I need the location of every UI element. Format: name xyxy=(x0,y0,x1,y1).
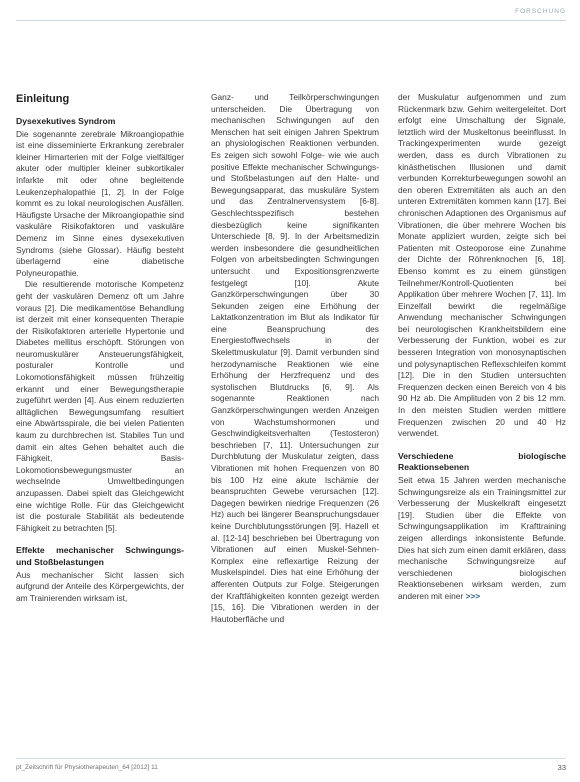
header-divider xyxy=(16,20,566,21)
page-number: 33 xyxy=(557,763,566,772)
column-3 xyxy=(398,92,566,603)
section-tag: FORSCHUNG xyxy=(515,8,566,15)
paragraph-text: Seit etwa 15 Jahren werden mechanische Schwingungsreize als ein Trainingsmittel zur Verbesserung der Muskelkraft eingesetzt [19]. Studien über die Effekte von Schwingungsapplikation im Krafttraining zeigen allerdings inkonsistente Befunde. Dies hat sich zum einen damit erklären, dass mechanische Schwingungsreize auf verschiedenen biologischen Reaktionsebenen wirksam werden, zum anderen mit einer xyxy=(398,475,566,601)
footer-divider xyxy=(16,758,566,759)
spacer xyxy=(16,534,184,545)
continue-arrow-icon: >>> xyxy=(465,590,481,601)
paragraph: Die resultierende motorische Kompetenz geht der vaskulären Demenz oft um Jahre voraus [2]. Die medikamentöse Behandlung ist derzeit mit einer konsequenten Therapie der Risikofaktoren arterielle Hypertonie und Diabetes mellitus erschöpft. Störungen von neuromuskulärer Ansteuerungsfähigkeit, posturaler Kontrolle und Lokomotionsfähigkeit müssen frühzeitig erkannt und einer Bewegungstherapie zugeführt werden [4]. Aus einem reduzierten alltäglichen Bewegungsumfang resultiert eine Abwärtsspirale, die bei vielen Patienten kaum zu durchbrechen ist. Stabiles Tun und damit ein altes Gehen behaltet auch die Fähigkeit, Basis-Lokomotionsbewegungsmuster an wechselnde Umweltbedingungen anzupassen. Dabei spielt das Gleichgewicht eine wichtige Rolle. Für das Gleichgewicht ist die posturale Stabilität als bedeutende Fähigkeit zu betrachten [5]. xyxy=(16,279,184,533)
column-2 xyxy=(211,92,379,625)
paragraph: Ganz- und Teilkörperschwingungen unterscheiden. Die Übertragung von mechanischen Schwingungen auf den Menschen hat seit einigen Jahren Spektrum an physiologischen Reaktionen verbunden. Es zeigen sich sowohl Folge- wie wie auch positive Effekte mechanischer Schwingungs- und Stoßbelastungen auf den Halte- und Bewegungsapparat, das muskuläre System und das Zentralnervensystem [6-8]. Geschlechtsspezifisch bestehen diesbezüglich keine signifikanten Unterschiede [8, 9]. In der Arbeitsmedizin werden insbesondere die gesundheitlichen Folgen von arbeitsbedingten Schwingungen untersucht und Expositionsgrenzwerte festgelegt [10]. Akute Ganzkörperschwingungen über 30 Sekunden zeigen eine Erhöhung der Laktatkonzentration im Blut als Indikator für eine Beanspruchung des Energiestoffwechsels in der Skelettmuskulatur [9]. Damit verbunden sind herzodynamische Reaktionen wie eine Erhöhung der Herzfrequenz und des systolischen Blutdrucks [6, 9]. Als sogenannte Reaktionen nach Ganzkörperschwingungen werden Anzeigen von Wachstumshormonen und Geschwindigkeitsverhalten (Testosteron) beschrieben [7, 11]. Untersuchungen zur Durchblutung der Muskulatur zeigten, dass Vibrationen mit hohen Frequenzen von 80 bis 100 Hz eine akute Ischämie der beanspruchten Gewebe verursachen [12]. Dagegen bewirken niedrige Frequenzen (26 Hz) auch bei längerer Beanspruchungsdauer keine Durchblutungsstörungen [9]. Hazell et al. [12-14] beschrieben bei Übertragung von Vibrationen auf einen Muskel-Sehnen-Komplex eine reflexartige Reizung der Muskelspindel. Dies hat eine Erhöhung der afferenten Outputs zur Folge. Steigerungen der Kraftfähigkeiten konnten gezeigt werden [15, 16]. Die Vibrationen werden in der Hautoberfläche und xyxy=(211,92,379,624)
paragraph xyxy=(398,475,566,603)
spacer xyxy=(398,440,566,451)
paragraph: Die sogenannte zerebrale Mikroangiopathie ist eine disseminierte Erkrankung zerebraler kleiner Hirnarterien mit der Folge vielfältiger akuter oder multipler kleiner subkortikaler Infarkte mit oder ohne begleitende Leukenzephalopathie [1, 2]. In der Folge kommt es zu lokal neurologischen Ausfällen. Häufigste Ursache der Mikroangiopathie sind vaskuläre Risikofaktoren und vaskuläre Demenz im Sinne eines dysexekutiven Syndroms (siehe Glossar). Häufig besteht überlagernd eine diabetische Polyneuropathie. xyxy=(16,128,184,278)
journal-citation: pt_Zeitschrift für Physiotherapeuten_64 [2012] 11 xyxy=(16,764,158,771)
section-heading: Einleitung xyxy=(16,93,70,105)
paragraph: Aus mechanischer Sicht lassen sich aufgrund der Anteile des Körpergewichts, der am Trainierenden wirksam ist, xyxy=(16,569,184,603)
subheading-reaktionsebenen: Verschiedene biologische Reaktionsebenen xyxy=(398,450,566,473)
subheading-dysexekutives-syndrom: Dysexekutives Syndrom xyxy=(16,116,116,126)
subheading-effekte: Effekte mechanischer Schwingungs- und Stoßbelastungen xyxy=(16,545,184,567)
paragraph: der Muskulatur aufgenommen und zum Rückenmark bzw. Gehirn weitergeleitet. Dort erfolgt eine Umschaltung der Signale, letztlich wird der Muskeltonus beeinflusst. In Trackingexperimenten wurde gezeigt werden, dass es durch Vibrationen zu kinästhetischen Illusionen und damit verbunden Korrekturbewegungen sowohl an den oberen Extremitäten als auch an den unteren Extremitäten kommen kann [17]. Bei chronischen Adaptionen des Organismus auf Vibrationen, die über mehrere Wochen bis Monate appliziert wurden, zeigte sich bei Patienten mit Osteoporose eine Zunahme der Dichte der Röhrenknochen [6, 18]. Ebenso kommt es zu einem günstigen Teilnehmer/Kontroll-Quotienten bei Applikation über mehrere Wochen [7, 11]. Im Einzelfall bewirkt die regelmäßige Anwendung mechanischer Schwingungen bei neurologischen Krankheitsbildern eine Verbesserung der Funktion, wobei es zur besseren Integration von monosynaptischen und polysynaptischen Reflexschleifen kommt [12]. Die in den Studien untersuchten Frequenzen decken einen Bereich von 4 bis 90 Hz ab. Die Amplituden von 2 bis 12 mm. In den meisten Studien werden mittlere Frequenzen zwischen 20 und 40 Hz verwendet. xyxy=(398,92,566,439)
column-1 xyxy=(16,92,184,604)
